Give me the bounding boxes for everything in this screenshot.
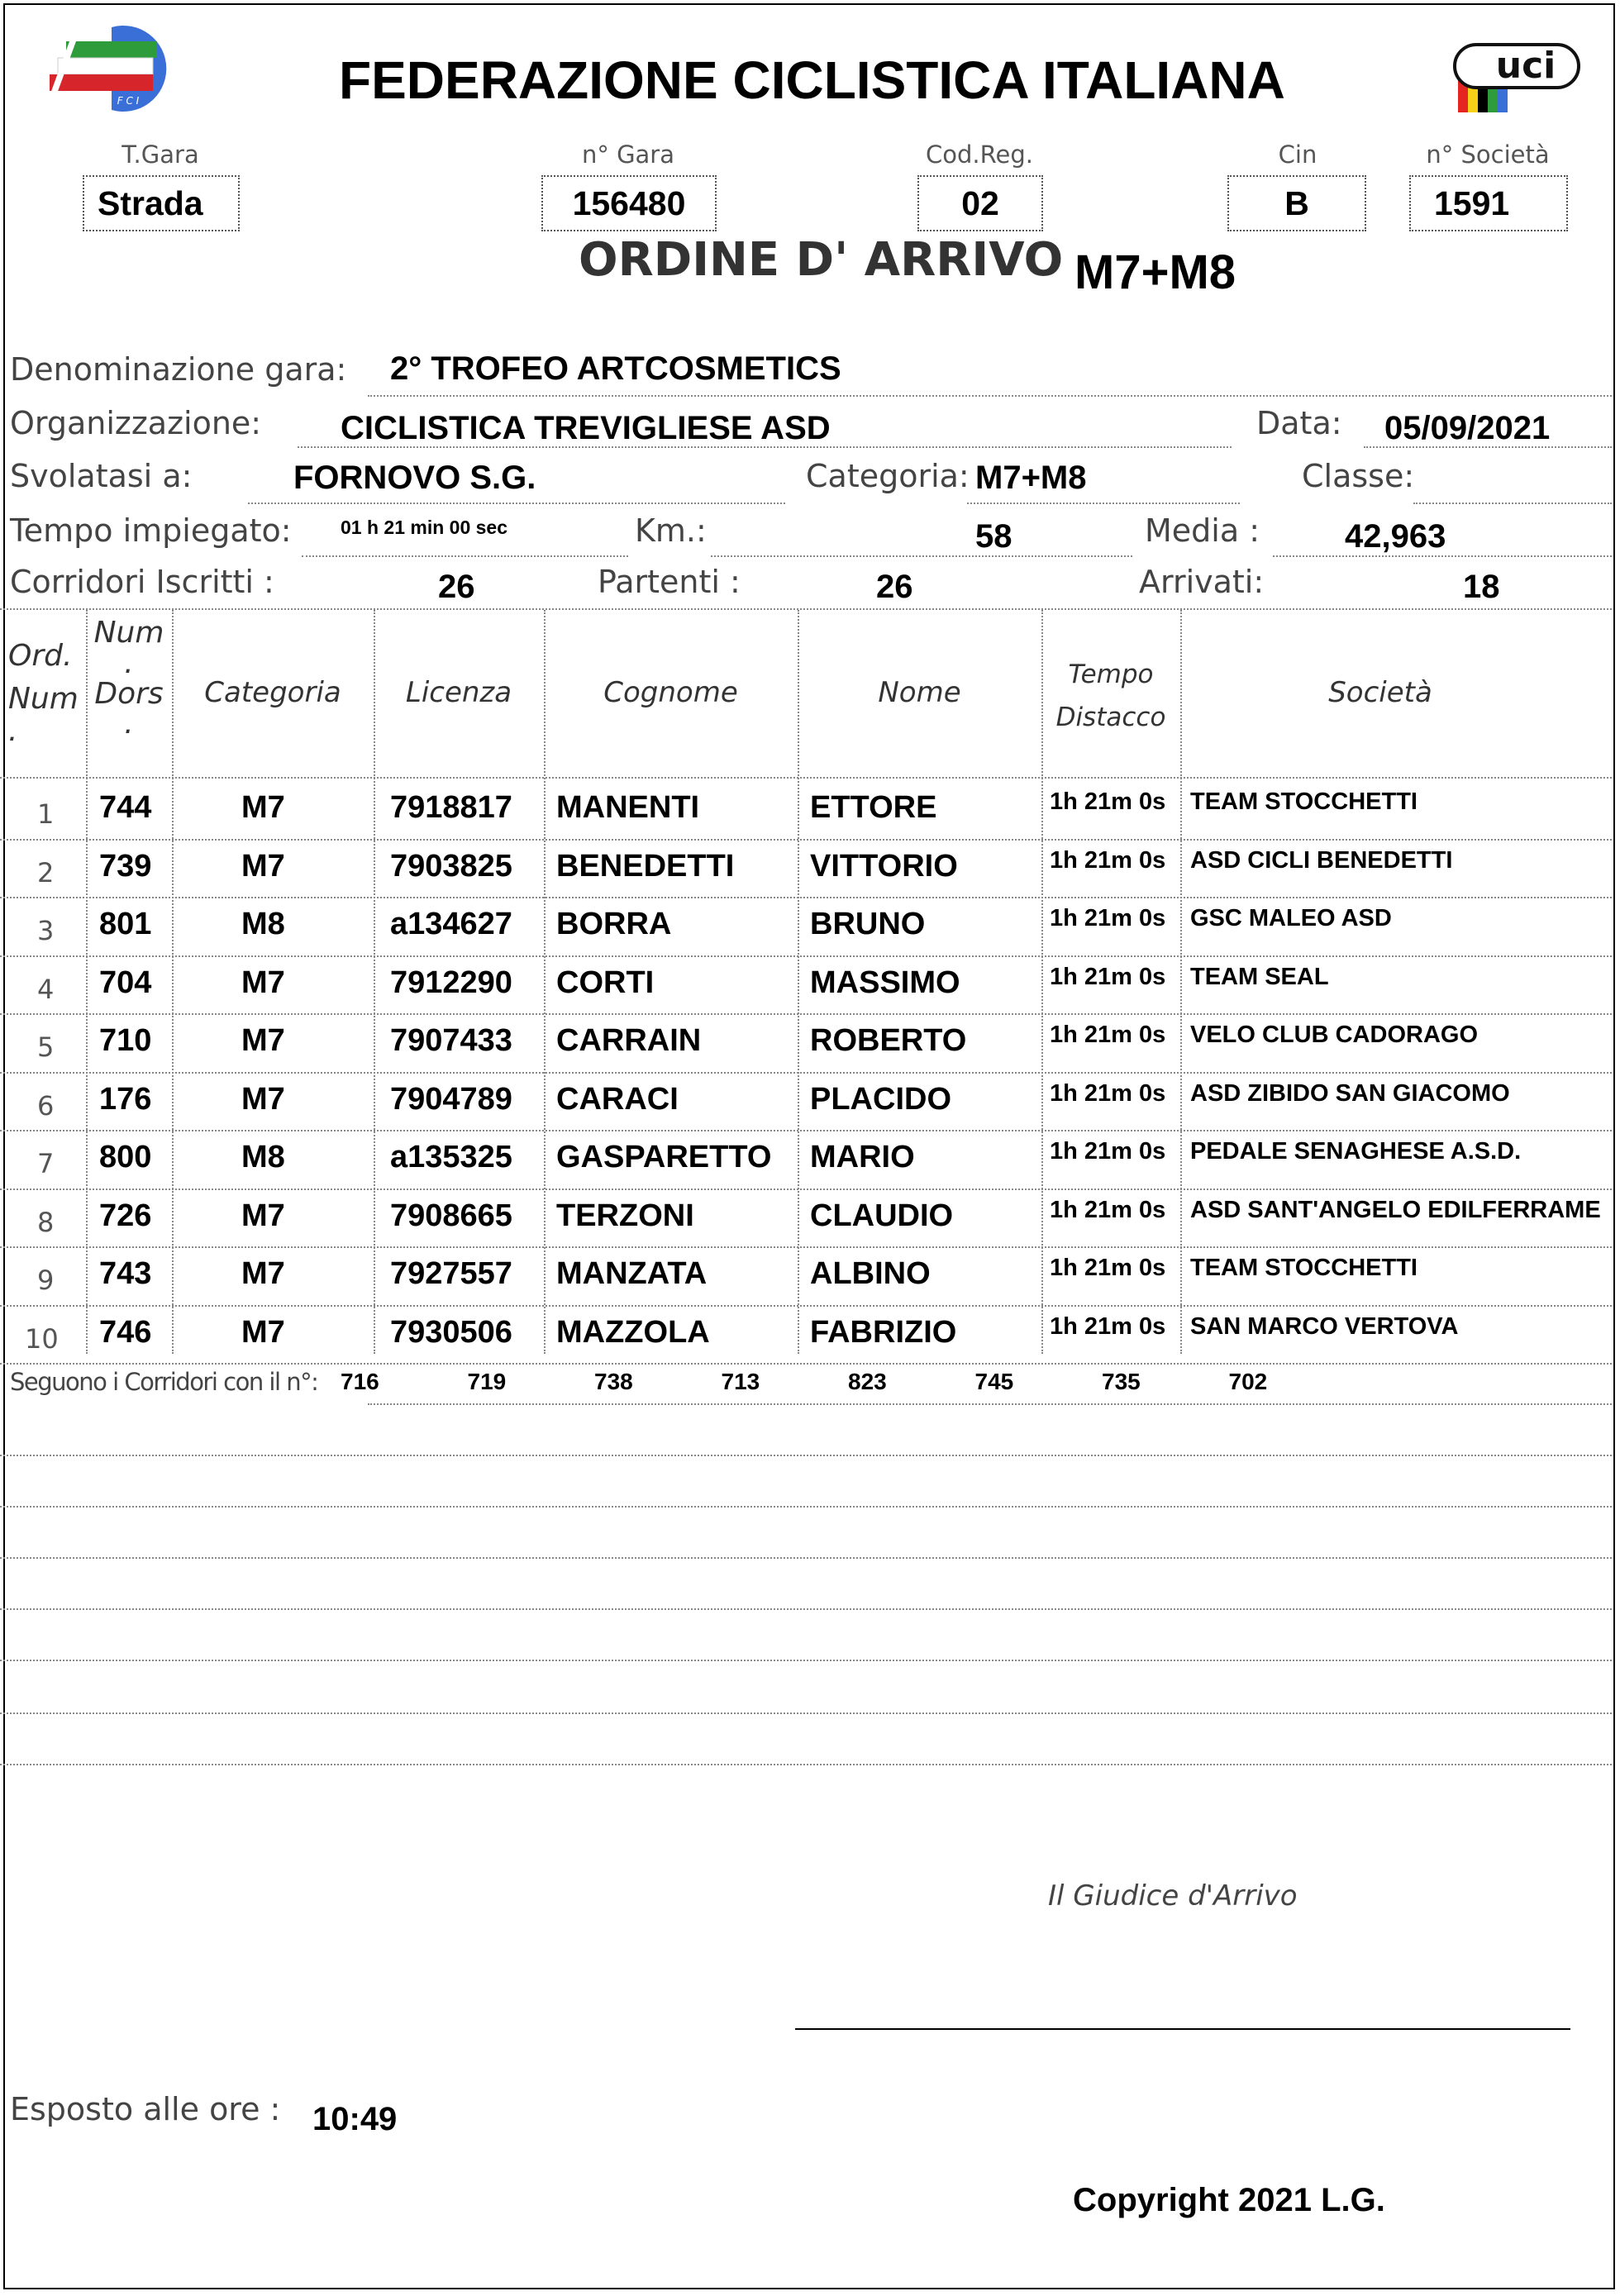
km-value: 58: [975, 518, 1012, 555]
cell-tempo: 1h 21m 0s: [1050, 1079, 1166, 1107]
cell-num: 739: [99, 848, 152, 884]
arrivati-value: 18: [1463, 569, 1500, 605]
categoria-value: M7+M8: [975, 460, 1087, 496]
denominazione-label: Denominazione gara:: [10, 351, 347, 388]
col-ord: Ord. Num .: [8, 639, 79, 748]
cell-licenza: a134627: [390, 907, 512, 941]
ngara-label: n° Gara: [581, 141, 675, 169]
col-licenza: Licenza: [405, 676, 512, 709]
organizzazione-value: CICLISTICA TREVIGLIESE ASD: [341, 410, 831, 446]
copyright: Copyright 2021 L.G.: [1073, 2182, 1385, 2218]
partenti-label: Partenti :: [598, 564, 741, 600]
codreg-label: Cod.Reg.: [926, 141, 1033, 169]
cell-cognome: BENEDETTI: [556, 848, 735, 884]
cell-licenza: 7907433: [390, 1023, 512, 1058]
col-tempo: Tempo Distacco: [1055, 660, 1166, 732]
cell-categoria: M7: [241, 1081, 285, 1117]
cell-societa: SAN MARCO VERTOVA: [1190, 1312, 1459, 1340]
tempo-value: 01 h 21 min 00 sec: [341, 517, 508, 538]
cell-licenza: a135325: [390, 1140, 512, 1174]
col-categoria: Categoria: [204, 676, 341, 709]
cell-num: 746: [99, 1314, 152, 1350]
cin-label: Cin: [1278, 141, 1317, 169]
cell-tempo: 1h 21m 0s: [1050, 788, 1166, 815]
organizzazione-label: Organizzazione:: [10, 405, 262, 441]
col-nome: Nome: [878, 676, 961, 709]
cell-num: 704: [99, 965, 152, 1000]
cell-num: 726: [99, 1198, 152, 1233]
data-value: 05/09/2021: [1384, 410, 1551, 446]
col-societa: Società: [1328, 676, 1432, 709]
cell-ord: 1: [37, 798, 55, 830]
cell-cognome: CARACI: [556, 1081, 679, 1117]
cell-nome: CLAUDIO: [810, 1198, 954, 1233]
cell-num: 176: [99, 1081, 152, 1117]
cell-licenza: 7927557: [390, 1256, 512, 1291]
following-number: 738: [594, 1369, 633, 1394]
cell-nome: MARIO: [810, 1140, 915, 1174]
cell-ord: 4: [37, 973, 55, 1005]
fci-logo: [33, 23, 198, 114]
cell-ord: 5: [37, 1031, 55, 1063]
cell-licenza: 7912290: [390, 965, 512, 1000]
cell-nome: BRUNO: [810, 907, 926, 941]
cell-tempo: 1h 21m 0s: [1050, 1196, 1166, 1223]
esposto-value: 10:49: [312, 2101, 398, 2137]
following-number: 745: [974, 1369, 1014, 1394]
cell-cognome: MANZATA: [556, 1256, 708, 1291]
signature-line: [795, 2028, 1570, 2030]
partenti-value: 26: [876, 569, 913, 605]
svg-text:F C I: F C I: [117, 95, 140, 107]
cell-societa: GSC MALEO ASD: [1190, 905, 1392, 931]
cell-societa: ASD SANT'ANGELO EDILFERRAME: [1190, 1196, 1601, 1223]
uci-logo: [1448, 20, 1593, 119]
cell-num: 710: [99, 1023, 152, 1058]
svolatasi-label: Svolatasi a:: [10, 458, 193, 494]
cell-cognome: MANENTI: [556, 790, 700, 825]
cell-nome: PLACIDO: [810, 1081, 951, 1117]
cell-cognome: BORRA: [556, 907, 672, 941]
denominazione-value: 2° TROFEO ARTCOSMETICS: [390, 350, 841, 387]
media-label: Media :: [1145, 512, 1260, 549]
data-label: Data:: [1256, 405, 1342, 441]
cell-licenza: 7930506: [390, 1314, 512, 1350]
cell-tempo: 1h 21m 0s: [1050, 1312, 1166, 1340]
km-label: Km.:: [635, 512, 707, 549]
cell-nome: MASSIMO: [810, 965, 960, 1000]
nsocieta-box: 1591: [1409, 175, 1568, 231]
tgara-box: Strada: [83, 175, 240, 231]
cell-num: 800: [99, 1140, 152, 1174]
cell-societa: ASD ZIBIDO SAN GIACOMO: [1190, 1079, 1510, 1107]
cell-categoria: M7: [241, 1023, 285, 1058]
ngara-box: 156480: [541, 175, 717, 231]
col-cognome: Cognome: [603, 676, 738, 709]
cell-nome: ALBINO: [810, 1256, 931, 1291]
cell-societa: PEDALE SENAGHESE A.S.D.: [1190, 1138, 1522, 1165]
cell-categoria: M7: [241, 965, 285, 1000]
cell-nome: ETTORE: [810, 790, 937, 825]
cell-licenza: 7918817: [390, 790, 512, 825]
svg-text:uci: uci: [1495, 45, 1556, 87]
cell-ord: 8: [37, 1206, 55, 1238]
following-number: 823: [848, 1369, 887, 1394]
cell-tempo: 1h 21m 0s: [1050, 1255, 1166, 1281]
cell-tempo: 1h 21m 0s: [1050, 963, 1166, 990]
cell-licenza: 7908665: [390, 1198, 512, 1233]
codreg-box: 02: [917, 175, 1043, 231]
following-label: Seguono i Corridori con il n°:: [10, 1368, 318, 1396]
cell-societa: TEAM SEAL: [1190, 963, 1329, 990]
cell-societa: VELO CLUB CADORAGO: [1190, 1022, 1478, 1048]
cell-licenza: 7904789: [390, 1081, 512, 1117]
cell-societa: TEAM STOCCHETTI: [1190, 1255, 1418, 1281]
cell-categoria: M8: [241, 1140, 285, 1174]
cell-num: 744: [99, 790, 152, 825]
arrivati-label: Arrivati:: [1139, 564, 1265, 600]
cell-cognome: CARRAIN: [556, 1023, 702, 1058]
svolatasi-value: FORNOVO S.G.: [293, 460, 536, 496]
cell-tempo: 1h 21m 0s: [1050, 1138, 1166, 1165]
cell-cognome: TERZONI: [556, 1198, 694, 1233]
cin-box: B: [1227, 175, 1366, 231]
categoria-label: Categoria:: [806, 458, 970, 494]
page-title: FEDERAZIONE CICLISTICA ITALIANA: [339, 50, 1285, 110]
cell-ord: 2: [37, 856, 55, 888]
cell-societa: TEAM STOCCHETTI: [1190, 788, 1418, 815]
cell-categoria: M7: [241, 790, 285, 825]
cell-cognome: CORTI: [556, 965, 655, 1000]
judge-label: Il Giudice d'Arrivo: [1048, 1879, 1298, 1913]
cell-categoria: M7: [241, 848, 285, 884]
cell-tempo: 1h 21m 0s: [1050, 846, 1166, 874]
cell-nome: ROBERTO: [810, 1023, 967, 1058]
cell-categoria: M8: [241, 907, 285, 941]
cell-nome: VITTORIO: [810, 848, 958, 884]
following-number: 702: [1228, 1369, 1268, 1394]
cell-categoria: M7: [241, 1256, 285, 1291]
iscritti-label: Corridori Iscritti :: [10, 564, 274, 600]
cell-ord: 9: [37, 1265, 55, 1296]
tgara-label: T.Gara: [122, 141, 199, 169]
cell-cognome: GASPARETTO: [556, 1140, 772, 1174]
following-number: 735: [1102, 1369, 1141, 1394]
cell-num: 743: [99, 1256, 152, 1291]
cell-categoria: M7: [241, 1314, 285, 1350]
col-num: Num . Dors .: [93, 616, 164, 741]
iscritti-value: 26: [438, 569, 475, 605]
cell-cognome: MAZZOLA: [556, 1314, 710, 1350]
cell-ord: 10: [25, 1322, 59, 1355]
cell-societa: ASD CICLI BENEDETTI: [1190, 846, 1453, 874]
following-number: 716: [341, 1369, 379, 1394]
media-value: 42,963: [1345, 518, 1446, 555]
following-number: 719: [467, 1369, 507, 1394]
following-number: 713: [721, 1369, 760, 1394]
cell-ord: 7: [37, 1148, 55, 1179]
tempo-label: Tempo impiegato:: [10, 512, 292, 549]
esposto-label: Esposto alle ore :: [10, 2091, 281, 2127]
classe-label: Classe:: [1302, 458, 1415, 494]
nsocieta-label: n° Società: [1426, 141, 1550, 169]
cell-licenza: 7903825: [390, 848, 512, 884]
cell-nome: FABRIZIO: [810, 1314, 957, 1350]
cell-ord: 6: [37, 1089, 55, 1122]
cell-num: 801: [99, 907, 152, 941]
cell-tempo: 1h 21m 0s: [1050, 905, 1166, 931]
subtitle: ORDINE D' ARRIVO: [579, 233, 1064, 287]
cell-ord: 3: [37, 915, 55, 946]
category-badge: M7+M8: [1074, 245, 1236, 299]
cell-categoria: M7: [241, 1198, 285, 1233]
cell-tempo: 1h 21m 0s: [1050, 1022, 1166, 1048]
